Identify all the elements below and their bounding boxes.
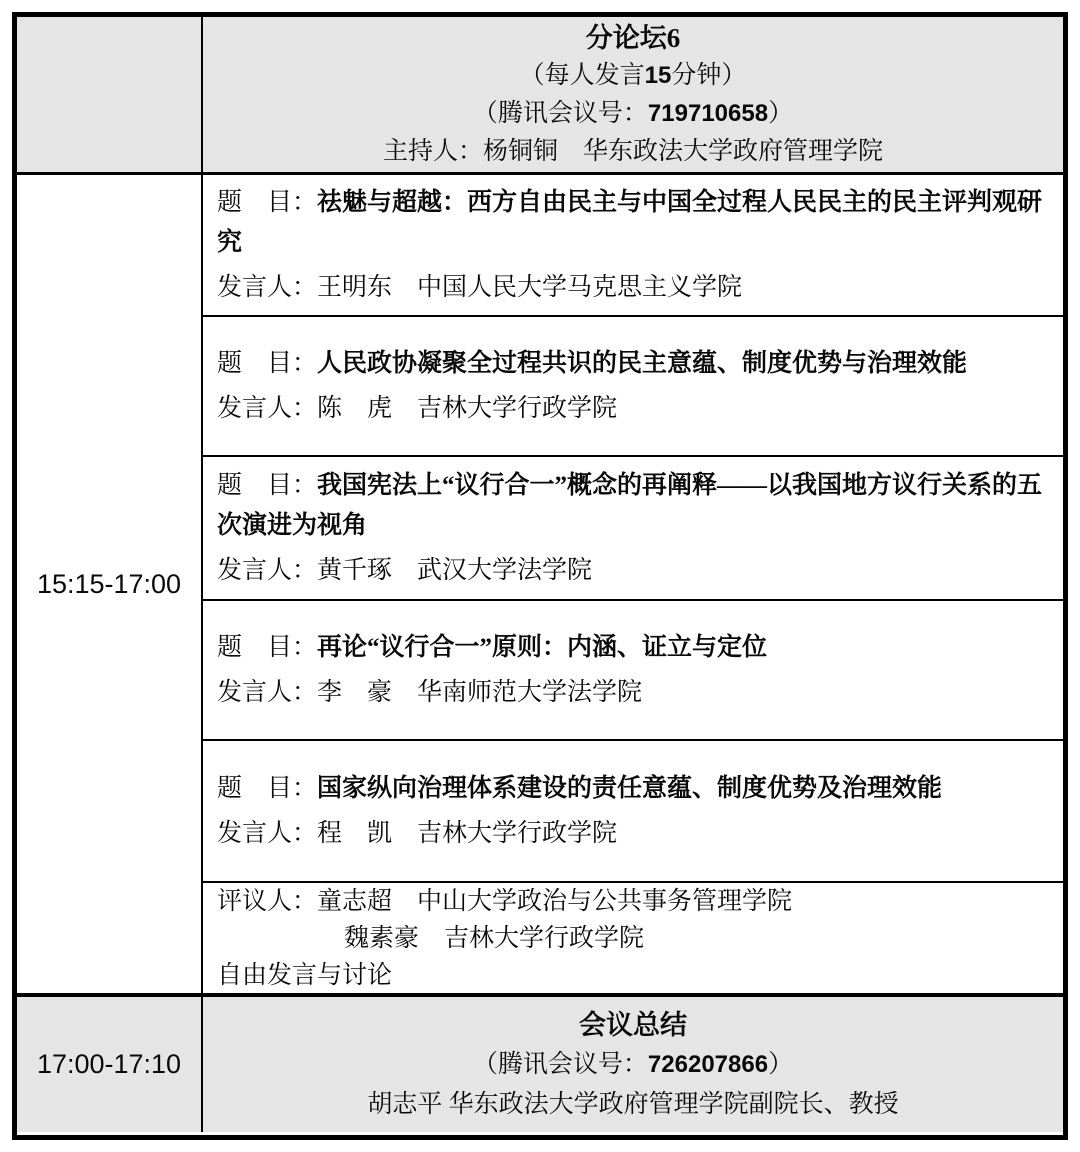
discussant-line-1: [217, 883, 1049, 920]
header-empty-time-cell: [17, 17, 203, 172]
summary-time: 17:00-17:10: [36, 1049, 182, 1079]
speaker-name-affiliation: 程 凯 吉林大学行政学院: [317, 819, 618, 847]
discussants-row: [203, 881, 1063, 993]
agenda-row: [203, 175, 1063, 315]
speech-note-suffix: 分钟）: [671, 61, 747, 89]
speaker-line: [217, 551, 1049, 591]
summary-cell: [203, 997, 1063, 1132]
speech-note-prefix: （每人发言: [519, 61, 645, 89]
speaker-label: 发言人：: [217, 819, 318, 847]
speech-note-minutes: 15: [644, 61, 672, 89]
session-time-cell: [17, 175, 203, 993]
forum-header-cell: [203, 17, 1063, 172]
summary-title: 会议总结: [579, 1009, 687, 1040]
agenda-column: [203, 175, 1063, 993]
summary-meeting-id-line: [203, 1045, 1063, 1085]
speaker-label: 发言人：: [217, 556, 318, 584]
discussant-name-affiliation: 童志超 中山大学政治与公共事务管理学院: [317, 887, 793, 915]
title-label: 题 目：: [217, 471, 318, 499]
item-title-line: [217, 183, 1049, 263]
item-title-line: [217, 628, 1049, 668]
item-title: 我国宪法上“议行合一”概念的再阐释——以我国地方议行关系的五次演进为视角: [217, 471, 1043, 539]
agenda-row: [203, 599, 1063, 739]
free-discussion-line: 自由发言与讨论: [217, 961, 393, 989]
speaker-label: 发言人：: [217, 394, 318, 422]
summary-time-cell: [17, 997, 203, 1132]
session-time: 15:15-17:00: [36, 568, 182, 599]
discussant-label: 评议人：: [217, 887, 318, 915]
speaker-label: 发言人：: [217, 273, 318, 301]
title-label: 题 目：: [217, 633, 318, 661]
item-title: 人民政协凝聚全过程共识的民主意蕴、制度优势与治理效能: [317, 349, 968, 377]
discussant-name-affiliation: 魏素豪 吉林大学行政学院: [344, 924, 645, 952]
speaker-line: [217, 814, 1049, 854]
summary-meeting-suffix: ）: [768, 1050, 794, 1078]
meeting-id-prefix: （腾讯会议号：: [472, 99, 648, 127]
forum-header-band: [17, 17, 1063, 175]
agenda-row: [203, 455, 1063, 599]
host-line: 主持人：杨铜铜 华东政法大学政府管理学院: [382, 137, 883, 165]
meeting-id-line: [203, 95, 1063, 133]
item-title-line: [217, 769, 1049, 809]
summary-meeting-number: 726207866: [647, 1050, 769, 1078]
meeting-id-suffix: ）: [768, 99, 794, 127]
summary-meeting-prefix: （腾讯会议号：: [472, 1050, 648, 1078]
speaker-line: [217, 389, 1049, 429]
discussant-line-2: [217, 920, 1049, 957]
title-label: 题 目：: [217, 774, 318, 802]
speaker-label: 发言人：: [217, 678, 318, 706]
agenda-row: [203, 315, 1063, 455]
speaker-line: [217, 268, 1049, 308]
item-title: 再论“议行合一”原则：内涵、证立与定位: [317, 633, 768, 661]
speaker-line: [217, 673, 1049, 713]
item-title-line: [217, 466, 1049, 546]
title-label: 题 目：: [217, 349, 318, 377]
speaker-name-affiliation: 李 豪 华南师范大学法学院: [317, 678, 643, 706]
agenda-row: [203, 739, 1063, 881]
speaker-name-affiliation: 王明东 中国人民大学马克思主义学院: [317, 273, 743, 301]
speaker-name-affiliation: 黄千琢 武汉大学法学院: [317, 556, 593, 584]
forum-title: 分论坛6: [585, 22, 681, 53]
item-title: 祛魅与超越：西方自由民主与中国全过程人民民主的民主评判观研究: [217, 188, 1043, 256]
summary-host-line: 胡志平 华东政法大学政府管理学院副院长、教授: [367, 1090, 899, 1118]
summary-band: [17, 993, 1063, 1132]
speech-duration-note: [203, 57, 1063, 95]
speaker-name-affiliation: 陈 虎 吉林大学行政学院: [317, 394, 618, 422]
title-label: 题 目：: [217, 188, 318, 216]
schedule-table: [12, 12, 1068, 1140]
item-title-line: [217, 344, 1049, 384]
session-section: [17, 175, 1063, 993]
item-title: 国家纵向治理体系建设的责任意蕴、制度优势及治理效能: [317, 774, 943, 802]
meeting-id-number: 719710658: [647, 99, 769, 127]
